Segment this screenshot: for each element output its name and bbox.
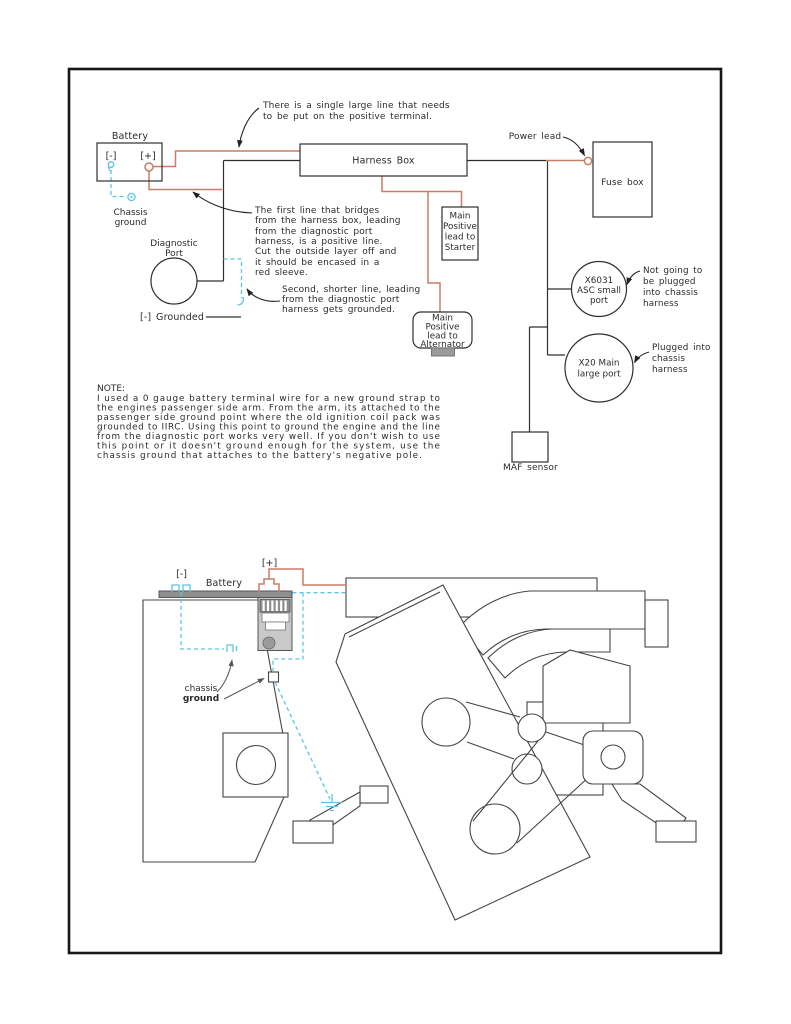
annotation-line: There is a single large line that needs (263, 101, 450, 111)
harness-box-label: Harness Box (352, 155, 415, 167)
annotation-not-plugged (643, 266, 702, 309)
pulley-idler (518, 714, 546, 742)
battery-detail (262, 613, 289, 622)
svg-text:Second, shorter line, leading: Second, shorter line, leading (282, 285, 421, 295)
battery-neg-label: [-] (105, 151, 117, 162)
second-line-arrow (247, 289, 280, 301)
svg-text:harness gets grounded.: harness gets grounded. (282, 305, 396, 315)
power-lead-label: Power lead (508, 132, 562, 142)
mount-bracket-left (360, 786, 388, 803)
power-lead-arrow (563, 137, 585, 156)
pulley-crank (470, 804, 520, 854)
diagnostic-port-circle (151, 258, 197, 304)
chassis-ground-label: ground (114, 218, 147, 228)
svg-text:Positive: Positive (425, 322, 460, 333)
svg-text:harness, is a positive line.: harness, is a positive line. (255, 237, 383, 247)
x6031-port-label (577, 276, 621, 306)
ground-point-square (269, 672, 279, 682)
svg-text:X6031: X6031 (584, 276, 614, 286)
svg-text:Not going to: Not going to (643, 266, 703, 276)
svg-text:Positive: Positive (443, 222, 477, 232)
note-line: grounded to IIRC. Using this point to ground the engine and the line (97, 422, 440, 433)
battery-neg-terminal-icon (108, 162, 114, 168)
compressor-pulley (601, 745, 625, 769)
starter-lead-label (443, 212, 477, 254)
note-line: this point or it doesn't ground enough for the system, use the (97, 441, 440, 452)
svg-text:port: port (589, 296, 609, 306)
ground-wire-hook-icon (238, 297, 244, 305)
svg-text:ASC small: ASC small (577, 286, 621, 296)
svg-text:Starter: Starter (444, 243, 476, 253)
diagnostic-port-label (150, 239, 198, 259)
battery-post (263, 637, 275, 649)
not-plugged-arrow (627, 271, 640, 285)
svg-text:harness: harness (643, 299, 679, 309)
svg-text:be plugged: be plugged (643, 277, 696, 287)
svg-text:Cut the outside layer off and: Cut the outside layer off and (255, 247, 397, 257)
intake-connector (645, 600, 668, 647)
annotation-positive-terminal (262, 101, 450, 122)
battery-pos-label: [+] (140, 151, 156, 162)
positive-cable (269, 569, 346, 585)
svg-text:from the diagnostic port: from the diagnostic port (255, 227, 373, 237)
annotation-plugged (652, 343, 711, 375)
first-line-arrow (193, 192, 252, 213)
annotation-first-line (254, 206, 401, 278)
note-block (97, 384, 440, 461)
battery-pos-clamp-icon (259, 579, 279, 592)
mount-foot-right (656, 821, 696, 842)
maf-sensor-box (512, 432, 548, 462)
svg-text:chassis: chassis (652, 354, 686, 364)
x20-port-label (577, 359, 621, 380)
battery-pos-label: [+] (261, 558, 278, 569)
svg-text:into chassis: into chassis (643, 288, 699, 298)
pulley-large-upper (422, 698, 470, 746)
reservoir-cap (237, 746, 276, 785)
valve-cover (543, 650, 630, 723)
annotation-second-line (282, 285, 420, 315)
note-line: chassis ground that attaches to the battery's negative pole. (97, 451, 422, 461)
svg-text:Plugged into: Plugged into (652, 343, 711, 353)
svg-text:Main: Main (432, 313, 453, 324)
mount-foot-left (293, 821, 333, 843)
fuse-box-label: Fuse box (601, 178, 644, 188)
engine-bay-drawing (143, 558, 696, 920)
annotation-line: to be put on the positive terminal. (263, 112, 432, 122)
svg-text:it should be encased in a: it should be encased in a (255, 258, 380, 268)
battery-label: Battery (205, 578, 243, 589)
chassis-ground-label: ground (182, 694, 220, 704)
svg-text:X20 Main: X20 Main (578, 358, 620, 369)
pulley-middle (512, 754, 542, 784)
grounded-label: [-] Grounded (140, 312, 205, 323)
svg-text:Alternator: Alternator (420, 340, 465, 350)
chassis-ground-label: Chassis (113, 208, 148, 218)
battery-pos-terminal-icon (145, 163, 153, 171)
svg-text:large port: large port (577, 369, 621, 380)
svg-text:The first line that bridges: The first line that bridges (255, 206, 380, 216)
fuse-box-terminal-icon (584, 157, 591, 164)
note-title: NOTE: (97, 384, 126, 394)
positive-note-arrow (239, 108, 259, 147)
battery-box (97, 143, 162, 181)
svg-text:from the harness box, leading: from the harness box, leading (255, 216, 401, 226)
note-line: from the diagnostic port works very well. If you don't wish to use (97, 432, 440, 442)
note-line: the engines passenger side arm. From the arm, its attached to the (97, 403, 440, 414)
svg-text:Diagnostic: Diagnostic (150, 239, 198, 249)
plugged-arrow (635, 352, 650, 363)
chassis-ground-label: chassis (184, 684, 218, 694)
alternator-lead-label (420, 314, 465, 351)
note-line: I used a 0 gauge battery terminal wire for a new ground strap to (97, 394, 441, 404)
maf-sensor-label: MAF sensor (503, 463, 558, 473)
svg-text:harness: harness (652, 365, 688, 375)
battery-detail (266, 622, 286, 630)
svg-text:red sleeve.: red sleeve. (255, 268, 308, 278)
svg-text:Port: Port (165, 249, 183, 259)
battery-neg-label: [-] (176, 569, 187, 580)
battery-label: Battery (111, 131, 149, 142)
svg-text:lead to: lead to (444, 232, 476, 243)
svg-text:lead to: lead to (427, 331, 458, 342)
note-line: passenger side ground point where the old ignition coil pack was (97, 413, 441, 423)
svg-text:from the diagnostic port: from the diagnostic port (282, 295, 400, 305)
svg-text:Main: Main (449, 211, 471, 222)
